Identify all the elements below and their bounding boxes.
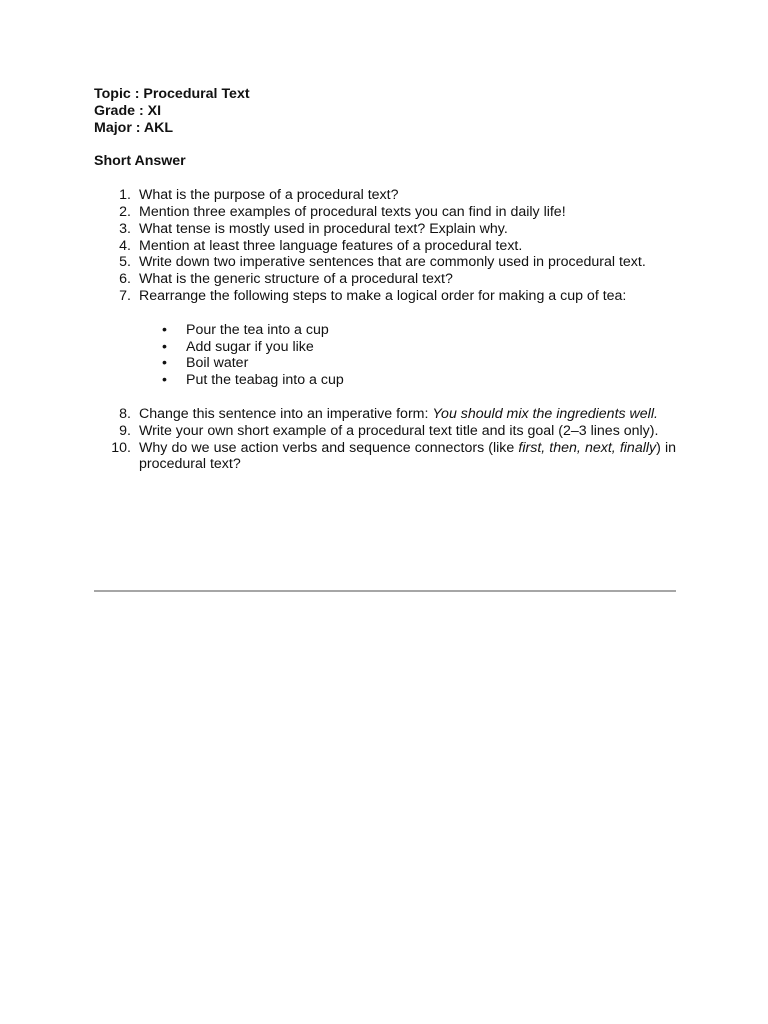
tea-steps-list [94,322,676,389]
question-text: Rearrange the following steps to make a logical order for making a cup of tea: [139,287,627,304]
section-title: Short Answer [94,153,186,170]
question-4 [94,238,676,255]
question-7 [94,288,676,305]
question-text: Write down two imperative sentences that are commonly used in procedural text. [139,254,646,271]
question-number: 6. [119,271,131,288]
list-item [162,339,676,356]
question-2 [94,204,676,221]
question-text: Mention three examples of procedural texts you can find in daily life! [139,203,566,220]
question-list [94,187,676,473]
question-number: 2. [119,203,131,220]
question-text-part: ) in procedural text? [139,439,676,473]
question-text: Mention at least three language features of a procedural text. [139,237,523,254]
topic-line: Topic : Procedural Text [94,86,250,102]
question-number: 10. [111,439,131,456]
divider-line [94,590,676,592]
question-number: 9. [119,422,131,439]
step-text: Put the teabag into a cup [186,372,344,389]
bullet-icon: • [162,321,167,338]
question-text: What is the purpose of a procedural text? [139,187,399,204]
bullet-icon: • [162,338,167,355]
grade-line: Grade : XI [94,102,162,119]
list-item [162,322,676,339]
question-9 [94,423,676,440]
question-text-part: Change this sentence into an imperative form: [139,405,433,422]
question-8 [94,406,676,423]
question-5 [94,254,676,271]
question-3 [94,221,676,238]
question-number: 5. [119,254,131,271]
question-number: 1. [119,187,131,204]
list-item [162,372,676,389]
question-text [139,440,676,474]
worksheet [94,86,676,473]
italic-connectors: first, then, next, finally [518,439,657,456]
step-text: Add sugar if you like [186,338,314,355]
question-text: Write your own short example of a procedural text title and its goal (2–3 lines only). [139,422,659,439]
major-line: Major : AKL [94,119,174,136]
question-10 [94,440,676,474]
italic-sentence: You should mix the ingredients well. [432,405,658,422]
bullet-icon: • [162,355,167,372]
question-text-part: Why do we use action verbs and sequence connectors (like [139,439,519,456]
question-6 [94,271,676,288]
question-number: 7. [119,287,131,304]
list-item [162,355,676,372]
question-text: What is the generic structure of a procedural text? [139,271,453,288]
question-number: 3. [119,220,131,237]
question-text [139,406,676,423]
step-text: Boil water [186,355,249,372]
step-text: Pour the tea into a cup [186,321,329,338]
question-number: 8. [119,405,131,422]
question-1 [94,187,676,204]
question-number: 4. [119,237,131,254]
question-text: What tense is mostly used in procedural text? Explain why. [139,220,508,237]
bullet-icon: • [162,372,167,389]
